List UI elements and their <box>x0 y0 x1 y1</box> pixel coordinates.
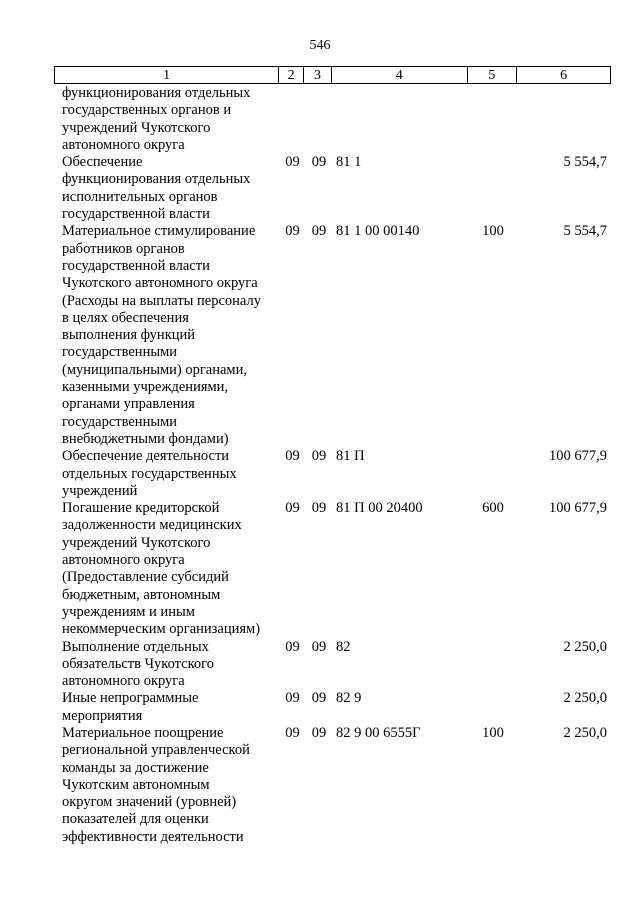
target-article-code: 81 1 00 00140 <box>336 223 420 240</box>
table-row <box>54 85 611 154</box>
section-code: 09 <box>285 154 300 171</box>
description-line: учреждениям и иным <box>62 603 195 620</box>
row-description <box>54 448 279 500</box>
description-line: автономного округа <box>62 673 185 690</box>
expense-type-code: 100 <box>482 223 504 240</box>
description-line: функционирования отдельных <box>62 171 251 188</box>
expense-type-code <box>468 690 518 725</box>
description-line: Обеспечение деятельности <box>62 448 230 465</box>
section-code: 09 <box>285 223 300 240</box>
row-description <box>54 154 279 223</box>
description-line: Материальное стимулирование <box>62 223 256 240</box>
expense-type-code <box>468 154 518 223</box>
table-row <box>54 725 611 846</box>
description-line: (муниципальными) органами, <box>62 361 247 378</box>
description-line: показателей для оценки <box>62 811 209 828</box>
row-description <box>54 639 279 691</box>
description-line: Обеспечение <box>62 154 143 171</box>
row-description <box>54 85 279 154</box>
expense-type-code: 100 <box>482 724 504 741</box>
description-line: в целях обеспечения <box>62 309 189 326</box>
subsection-code: 09 <box>311 500 327 517</box>
description-line: внебюджетными фондами) <box>62 430 229 447</box>
description-line: Материальное поощрение <box>62 724 224 741</box>
description-line: задолженности медицинских <box>62 517 242 534</box>
description-line: Выполнение отдельных <box>62 638 209 655</box>
target-article-code: 82 9 <box>336 690 362 707</box>
header-col-4: 4 <box>332 67 468 83</box>
expense-type-code: 600 <box>482 500 504 517</box>
target-article-code <box>332 85 468 154</box>
table-header <box>54 66 611 84</box>
description-line: мероприятия <box>62 707 143 724</box>
description-line: региональной управленческой <box>62 742 250 759</box>
description-line: выполнения функций <box>62 327 196 344</box>
description-line: эффективности деятельности <box>62 828 244 845</box>
expense-type-code <box>468 85 518 154</box>
description-line: отдельных государственных <box>62 465 237 482</box>
expense-type-code <box>468 639 518 691</box>
description-line: обязательств Чукотского <box>62 655 214 672</box>
description-line: Погашение кредиторской <box>62 500 220 517</box>
description-line: государственными <box>62 413 178 430</box>
subsection-code: 09 <box>311 638 327 655</box>
amount: 5 554,7 <box>563 223 607 240</box>
section-code: 09 <box>285 500 300 517</box>
target-article-code: 81 П <box>336 448 365 465</box>
row-description <box>54 223 279 448</box>
subsection-code: 09 <box>311 724 327 741</box>
table-row <box>54 639 611 691</box>
row-description <box>54 690 279 725</box>
target-article-code: 82 9 00 6555Г <box>336 724 421 741</box>
table-row <box>54 690 611 725</box>
description-line: округом значений (уровней) <box>62 794 237 811</box>
subsection-code: 09 <box>311 223 327 240</box>
description-line: (Предоставление субсидий <box>62 569 229 586</box>
description-line: автономного округа <box>62 552 185 569</box>
description-line: исполнительных органов <box>62 188 218 205</box>
table-row <box>54 223 611 448</box>
description-line: Чукотским автономным <box>62 776 210 793</box>
table-body <box>54 85 611 846</box>
header-col-1: 1 <box>55 67 279 83</box>
header-col-6: 6 <box>560 68 568 83</box>
description-line: органами управления <box>62 396 195 413</box>
amount: 100 677,9 <box>549 500 607 517</box>
description-line: бюджетным, автономным <box>62 586 221 603</box>
page-number: 546 <box>309 38 331 53</box>
amount: 2 250,0 <box>563 724 607 741</box>
amount <box>518 85 611 154</box>
header-col-5: 5 <box>468 67 518 83</box>
target-article-code: 81 П 00 20400 <box>336 500 423 517</box>
row-description <box>54 500 279 638</box>
budget-table <box>54 66 611 846</box>
expense-type-code <box>468 448 518 500</box>
description-line: команды за достижение <box>62 759 209 776</box>
header-col-2: 2 <box>279 67 304 83</box>
description-line: учреждений Чукотского <box>62 534 211 551</box>
section-code: 09 <box>285 690 300 707</box>
description-line: некоммерческим организациям) <box>62 621 261 638</box>
amount: 5 554,7 <box>563 154 607 171</box>
description-line: автономного округа <box>62 136 185 153</box>
header-col-3: 3 <box>304 67 332 83</box>
amount: 100 677,9 <box>549 448 607 465</box>
section-code: 09 <box>285 724 300 741</box>
section-code: 09 <box>285 638 300 655</box>
row-description <box>54 725 279 846</box>
subsection-code: 09 <box>311 690 327 707</box>
target-article-code: 82 <box>336 638 351 655</box>
description-line: учреждений <box>62 482 138 499</box>
subsection-code: 09 <box>311 448 327 465</box>
target-article-code: 81 1 <box>336 154 362 171</box>
description-line: государственными <box>62 344 178 361</box>
description-line: государственной власти <box>62 206 210 223</box>
subsection-code: 09 <box>311 154 327 171</box>
section-code: 09 <box>285 448 300 465</box>
description-line: учреждений Чукотского <box>62 119 211 136</box>
section-code <box>279 85 304 154</box>
amount: 2 250,0 <box>563 638 607 655</box>
table-row <box>54 154 611 223</box>
description-line: работников органов <box>62 240 185 257</box>
description-line: казенными учреждениями, <box>62 379 229 396</box>
table-row <box>54 448 611 500</box>
description-line: Иные непрограммные <box>62 690 199 707</box>
amount: 2 250,0 <box>563 690 607 707</box>
description-line: государственных органов и <box>62 102 232 119</box>
description-line: (Расходы на выплаты персоналу <box>62 292 261 309</box>
description-line: государственной власти <box>62 257 210 274</box>
description-line: Чукотского автономного округа <box>62 275 258 292</box>
table-row <box>54 500 611 638</box>
description-line: функционирования отдельных <box>62 85 251 101</box>
subsection-code <box>304 85 332 154</box>
